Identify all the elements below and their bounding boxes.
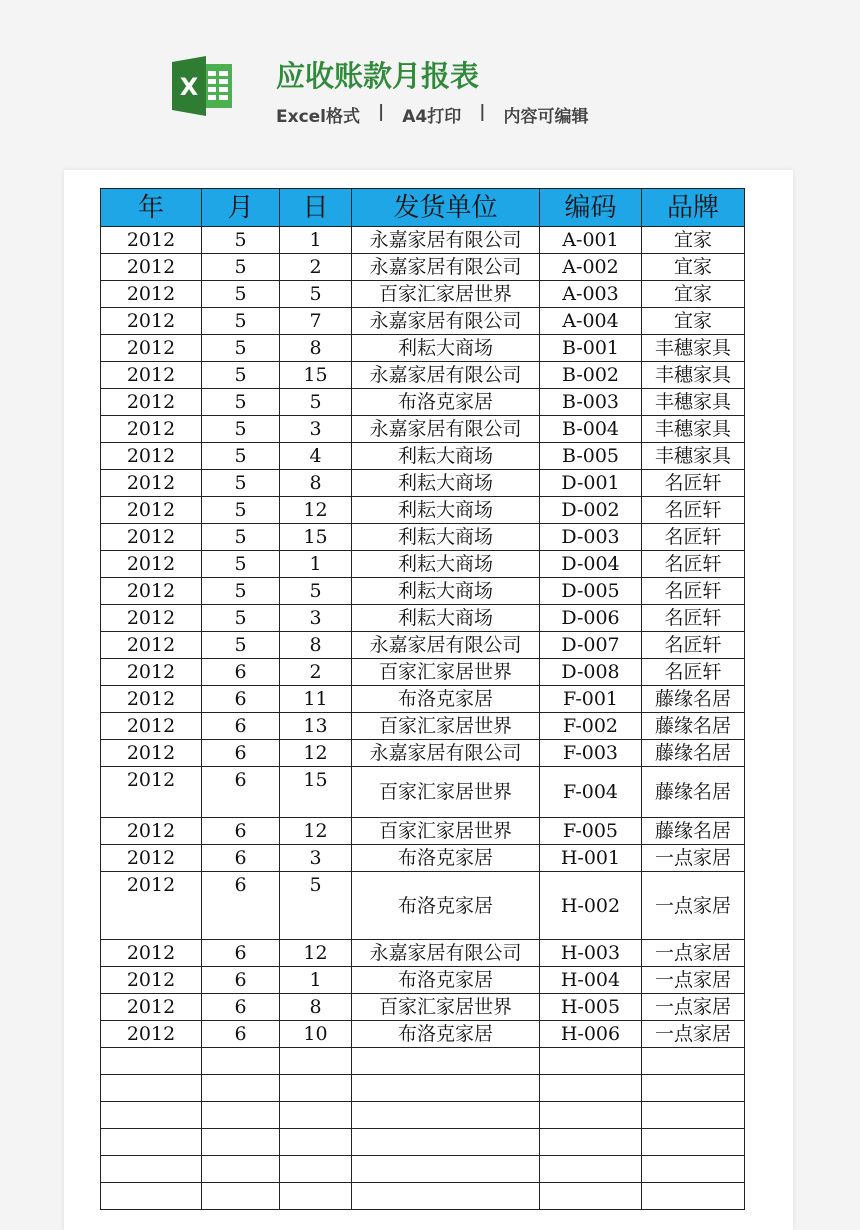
cell-code[interactable]: F-003 xyxy=(540,740,642,767)
table-row xyxy=(101,389,745,416)
cell-code[interactable]: D-007 xyxy=(540,632,642,659)
cell-day[interactable]: 15 xyxy=(280,524,352,551)
cell-shipper[interactable]: 永嘉家居有限公司 xyxy=(352,308,540,335)
cell-year[interactable]: 2012 xyxy=(101,872,202,940)
table-row xyxy=(101,967,745,994)
cell-day[interactable]: 12 xyxy=(280,740,352,767)
tag-editable: 内容可编辑 xyxy=(503,107,589,127)
cell-code[interactable]: B-004 xyxy=(540,416,642,443)
table-row xyxy=(101,551,745,578)
cell-year[interactable]: 2012 xyxy=(101,940,202,967)
tag-divider: | xyxy=(378,102,385,122)
cell-month[interactable]: 5 xyxy=(202,551,280,578)
cell-year[interactable]: 2012 xyxy=(101,227,202,254)
column-header-brand: 品牌 xyxy=(642,189,745,227)
empty-cell[interactable] xyxy=(280,1048,352,1075)
cell-brand[interactable]: 一点家居 xyxy=(642,994,745,1021)
table-row xyxy=(101,1021,745,1048)
cell-year[interactable]: 2012 xyxy=(101,845,202,872)
table-row xyxy=(101,443,745,470)
empty-row xyxy=(101,1156,745,1183)
cell-month[interactable]: 5 xyxy=(202,470,280,497)
cell-brand[interactable]: 丰穗家具 xyxy=(642,416,745,443)
cell-month[interactable]: 5 xyxy=(202,605,280,632)
cell-shipper[interactable]: 永嘉家居有限公司 xyxy=(352,362,540,389)
cell-month[interactable]: 6 xyxy=(202,686,280,713)
table-row xyxy=(101,335,745,362)
cell-day[interactable]: 8 xyxy=(280,470,352,497)
empty-cell[interactable] xyxy=(280,1075,352,1102)
cell-brand[interactable]: 丰穗家具 xyxy=(642,362,745,389)
cell-shipper[interactable]: 永嘉家居有限公司 xyxy=(352,254,540,281)
cell-day[interactable]: 2 xyxy=(280,254,352,281)
cell-shipper[interactable]: 百家汇家居世界 xyxy=(352,767,540,818)
cell-brand[interactable]: 名匠轩 xyxy=(642,551,745,578)
cell-day[interactable]: 15 xyxy=(280,362,352,389)
empty-row xyxy=(101,1075,745,1102)
cell-brand[interactable]: 名匠轩 xyxy=(642,632,745,659)
cell-brand[interactable]: 一点家居 xyxy=(642,940,745,967)
cell-shipper[interactable]: 利耘大商场 xyxy=(352,470,540,497)
empty-cell[interactable] xyxy=(540,1075,642,1102)
table-row xyxy=(101,994,745,1021)
cell-brand[interactable]: 一点家居 xyxy=(642,872,745,940)
cell-year[interactable]: 2012 xyxy=(101,335,202,362)
cell-day[interactable]: 7 xyxy=(280,308,352,335)
cell-shipper[interactable]: 利耘大商场 xyxy=(352,551,540,578)
cell-year[interactable]: 2012 xyxy=(101,713,202,740)
cell-brand[interactable]: 宜家 xyxy=(642,254,745,281)
table-row xyxy=(101,659,745,686)
cell-day[interactable]: 5 xyxy=(280,578,352,605)
cell-brand[interactable]: 宜家 xyxy=(642,227,745,254)
cell-day[interactable]: 5 xyxy=(280,281,352,308)
table-row xyxy=(101,308,745,335)
cell-day[interactable]: 1 xyxy=(280,227,352,254)
tag-format: Excel格式 xyxy=(276,107,361,127)
table-row xyxy=(101,254,745,281)
cell-day[interactable]: 3 xyxy=(280,605,352,632)
cell-day[interactable]: 12 xyxy=(280,497,352,524)
empty-cell[interactable] xyxy=(101,1102,202,1129)
cell-code[interactable]: F-002 xyxy=(540,713,642,740)
cell-day[interactable]: 13 xyxy=(280,713,352,740)
empty-cell[interactable] xyxy=(202,1183,280,1210)
cell-year[interactable]: 2012 xyxy=(101,578,202,605)
cell-month[interactable]: 6 xyxy=(202,994,280,1021)
empty-cell[interactable] xyxy=(202,1156,280,1183)
cell-year[interactable]: 2012 xyxy=(101,686,202,713)
receivables-table xyxy=(100,188,745,1210)
cell-month[interactable]: 6 xyxy=(202,818,280,845)
empty-cell[interactable] xyxy=(642,1129,745,1156)
cell-shipper[interactable]: 永嘉家居有限公司 xyxy=(352,632,540,659)
cell-month[interactable]: 5 xyxy=(202,335,280,362)
empty-cell[interactable] xyxy=(101,1048,202,1075)
table-row xyxy=(101,818,745,845)
tag-print: A4打印 xyxy=(402,107,462,127)
empty-cell[interactable] xyxy=(540,1102,642,1129)
cell-shipper[interactable]: 利耘大商场 xyxy=(352,443,540,470)
empty-cell[interactable] xyxy=(540,1048,642,1075)
cell-shipper[interactable]: 永嘉家居有限公司 xyxy=(352,416,540,443)
cell-day[interactable]: 5 xyxy=(280,389,352,416)
cell-shipper[interactable]: 布洛克家居 xyxy=(352,845,540,872)
cell-brand[interactable]: 藤缘名居 xyxy=(642,740,745,767)
cell-month[interactable]: 5 xyxy=(202,578,280,605)
cell-code[interactable]: D-006 xyxy=(540,605,642,632)
format-tags xyxy=(276,102,606,127)
cell-brand[interactable]: 名匠轩 xyxy=(642,605,745,632)
table-row xyxy=(101,578,745,605)
empty-cell[interactable] xyxy=(642,1102,745,1129)
table-row xyxy=(101,470,745,497)
cell-code[interactable]: F-001 xyxy=(540,686,642,713)
cell-day[interactable]: 15 xyxy=(280,767,352,818)
cell-code[interactable]: D-003 xyxy=(540,524,642,551)
cell-month[interactable]: 5 xyxy=(202,632,280,659)
cell-brand[interactable]: 名匠轩 xyxy=(642,578,745,605)
empty-row xyxy=(101,1102,745,1129)
cell-code[interactable]: H-003 xyxy=(540,940,642,967)
cell-shipper[interactable]: 布洛克家居 xyxy=(352,872,540,940)
cell-code[interactable]: D-005 xyxy=(540,578,642,605)
cell-code[interactable]: H-001 xyxy=(540,845,642,872)
cell-year[interactable]: 2012 xyxy=(101,497,202,524)
cell-brand[interactable]: 藤缘名居 xyxy=(642,818,745,845)
cell-brand[interactable]: 名匠轩 xyxy=(642,659,745,686)
cell-year[interactable]: 2012 xyxy=(101,994,202,1021)
empty-row xyxy=(101,1048,745,1075)
empty-cell[interactable] xyxy=(540,1183,642,1210)
cell-day[interactable]: 4 xyxy=(280,443,352,470)
cell-brand[interactable]: 宜家 xyxy=(642,281,745,308)
cell-year[interactable]: 2012 xyxy=(101,632,202,659)
cell-shipper[interactable]: 百家汇家居世界 xyxy=(352,994,540,1021)
column-header-year: 年 xyxy=(101,189,202,227)
empty-cell[interactable] xyxy=(540,1129,642,1156)
cell-shipper[interactable]: 布洛克家居 xyxy=(352,686,540,713)
column-header-month: 月 xyxy=(202,189,280,227)
cell-code[interactable]: A-004 xyxy=(540,308,642,335)
cell-year[interactable]: 2012 xyxy=(101,308,202,335)
cell-year[interactable]: 2012 xyxy=(101,605,202,632)
table-row xyxy=(101,524,745,551)
cell-shipper[interactable]: 利耘大商场 xyxy=(352,335,540,362)
column-header-day: 日 xyxy=(280,189,352,227)
excel-logo-icon xyxy=(172,56,234,116)
empty-cell[interactable] xyxy=(280,1129,352,1156)
empty-cell[interactable] xyxy=(642,1156,745,1183)
table-row xyxy=(101,872,745,940)
cell-year[interactable]: 2012 xyxy=(101,740,202,767)
cell-day[interactable]: 3 xyxy=(280,416,352,443)
cell-code[interactable]: H-006 xyxy=(540,1021,642,1048)
cell-shipper[interactable]: 百家汇家居世界 xyxy=(352,281,540,308)
cell-code[interactable]: A-003 xyxy=(540,281,642,308)
empty-cell[interactable] xyxy=(202,1075,280,1102)
cell-code[interactable]: B-005 xyxy=(540,443,642,470)
cell-shipper[interactable]: 利耘大商场 xyxy=(352,578,540,605)
cell-day[interactable]: 11 xyxy=(280,686,352,713)
cell-shipper[interactable]: 百家汇家居世界 xyxy=(352,818,540,845)
cell-month[interactable]: 5 xyxy=(202,443,280,470)
cell-year[interactable]: 2012 xyxy=(101,1021,202,1048)
empty-cell[interactable] xyxy=(352,1048,540,1075)
column-header-shipper: 发货单位 xyxy=(352,189,540,227)
cell-brand[interactable]: 名匠轩 xyxy=(642,470,745,497)
empty-row xyxy=(101,1183,745,1210)
cell-code[interactable]: A-001 xyxy=(540,227,642,254)
cell-code[interactable]: D-008 xyxy=(540,659,642,686)
cell-year[interactable]: 2012 xyxy=(101,254,202,281)
cell-month[interactable]: 5 xyxy=(202,416,280,443)
cell-brand[interactable]: 藤缘名居 xyxy=(642,767,745,818)
cell-year[interactable]: 2012 xyxy=(101,818,202,845)
table-row xyxy=(101,767,745,818)
cell-year[interactable]: 2012 xyxy=(101,281,202,308)
cell-year[interactable]: 2012 xyxy=(101,443,202,470)
cell-month[interactable]: 5 xyxy=(202,524,280,551)
cell-year[interactable]: 2012 xyxy=(101,362,202,389)
cell-day[interactable]: 5 xyxy=(280,872,352,940)
empty-cell[interactable] xyxy=(202,1048,280,1075)
cell-code[interactable]: A-002 xyxy=(540,254,642,281)
cell-code[interactable]: H-002 xyxy=(540,872,642,940)
cell-month[interactable]: 6 xyxy=(202,713,280,740)
empty-cell[interactable] xyxy=(642,1183,745,1210)
empty-cell[interactable] xyxy=(352,1075,540,1102)
cell-day[interactable]: 1 xyxy=(280,551,352,578)
cell-shipper[interactable]: 利耘大商场 xyxy=(352,524,540,551)
cell-day[interactable]: 12 xyxy=(280,818,352,845)
cell-month[interactable]: 6 xyxy=(202,740,280,767)
empty-cell[interactable] xyxy=(101,1156,202,1183)
cell-year[interactable]: 2012 xyxy=(101,967,202,994)
cell-month[interactable]: 5 xyxy=(202,389,280,416)
cell-day[interactable]: 10 xyxy=(280,1021,352,1048)
empty-cell[interactable] xyxy=(101,1075,202,1102)
cell-day[interactable]: 8 xyxy=(280,632,352,659)
empty-cell[interactable] xyxy=(540,1156,642,1183)
cell-month[interactable]: 6 xyxy=(202,845,280,872)
cell-year[interactable]: 2012 xyxy=(101,470,202,497)
empty-cell[interactable] xyxy=(101,1129,202,1156)
cell-code[interactable]: B-003 xyxy=(540,389,642,416)
cell-shipper[interactable]: 利耘大商场 xyxy=(352,497,540,524)
cell-year[interactable]: 2012 xyxy=(101,389,202,416)
cell-brand[interactable]: 藤缘名居 xyxy=(642,686,745,713)
cell-code[interactable]: D-004 xyxy=(540,551,642,578)
cell-month[interactable]: 5 xyxy=(202,227,280,254)
cell-year[interactable]: 2012 xyxy=(101,524,202,551)
cell-shipper[interactable]: 永嘉家居有限公司 xyxy=(352,940,540,967)
table-row xyxy=(101,605,745,632)
empty-cell[interactable] xyxy=(202,1129,280,1156)
cell-day[interactable]: 3 xyxy=(280,845,352,872)
cell-day[interactable]: 12 xyxy=(280,940,352,967)
cell-brand[interactable]: 藤缘名居 xyxy=(642,713,745,740)
table-row xyxy=(101,686,745,713)
page-title: 应收账款月报表 xyxy=(276,59,480,93)
cell-brand[interactable]: 丰穗家具 xyxy=(642,443,745,470)
cell-code[interactable]: B-001 xyxy=(540,335,642,362)
cell-day[interactable]: 8 xyxy=(280,994,352,1021)
cell-code[interactable]: F-004 xyxy=(540,767,642,818)
empty-row xyxy=(101,1129,745,1156)
empty-cell[interactable] xyxy=(352,1102,540,1129)
table-row xyxy=(101,497,745,524)
table-row xyxy=(101,940,745,967)
empty-cell[interactable] xyxy=(352,1183,540,1210)
cell-year[interactable]: 2012 xyxy=(101,659,202,686)
cell-month[interactable]: 6 xyxy=(202,967,280,994)
column-header-code: 编码 xyxy=(540,189,642,227)
cell-code[interactable]: D-001 xyxy=(540,470,642,497)
table-row xyxy=(101,227,745,254)
empty-cell[interactable] xyxy=(352,1129,540,1156)
cell-month[interactable]: 6 xyxy=(202,872,280,940)
cell-month[interactable]: 5 xyxy=(202,281,280,308)
cell-code[interactable]: D-002 xyxy=(540,497,642,524)
cell-year[interactable]: 2012 xyxy=(101,551,202,578)
cell-shipper[interactable]: 百家汇家居世界 xyxy=(352,659,540,686)
cell-month[interactable]: 6 xyxy=(202,1021,280,1048)
empty-cell[interactable] xyxy=(202,1102,280,1129)
table-row xyxy=(101,362,745,389)
cell-code[interactable]: H-005 xyxy=(540,994,642,1021)
cell-shipper[interactable]: 永嘉家居有限公司 xyxy=(352,740,540,767)
cell-brand[interactable]: 丰穗家具 xyxy=(642,335,745,362)
cell-year[interactable]: 2012 xyxy=(101,767,202,818)
table-row xyxy=(101,713,745,740)
cell-shipper[interactable]: 布洛克家居 xyxy=(352,1021,540,1048)
cell-day[interactable]: 8 xyxy=(280,335,352,362)
cell-month[interactable]: 6 xyxy=(202,659,280,686)
cell-day[interactable]: 1 xyxy=(280,967,352,994)
cell-brand[interactable]: 一点家居 xyxy=(642,845,745,872)
table-row xyxy=(101,416,745,443)
svg-text:X: X xyxy=(179,73,199,101)
empty-cell[interactable] xyxy=(280,1156,352,1183)
cell-brand[interactable]: 丰穗家具 xyxy=(642,389,745,416)
empty-cell[interactable] xyxy=(101,1183,202,1210)
cell-month[interactable]: 6 xyxy=(202,767,280,818)
table-row xyxy=(101,281,745,308)
cell-month[interactable]: 5 xyxy=(202,362,280,389)
cell-shipper[interactable]: 永嘉家居有限公司 xyxy=(352,227,540,254)
table-row xyxy=(101,845,745,872)
cell-brand[interactable]: 一点家居 xyxy=(642,967,745,994)
cell-code[interactable]: F-005 xyxy=(540,818,642,845)
cell-brand[interactable]: 一点家居 xyxy=(642,1021,745,1048)
table-row xyxy=(101,740,745,767)
cell-shipper[interactable]: 百家汇家居世界 xyxy=(352,713,540,740)
cell-month[interactable]: 5 xyxy=(202,497,280,524)
cell-code[interactable]: H-004 xyxy=(540,967,642,994)
cell-month[interactable]: 6 xyxy=(202,940,280,967)
empty-cell[interactable] xyxy=(352,1156,540,1183)
cell-code[interactable]: B-002 xyxy=(540,362,642,389)
cell-shipper[interactable]: 利耘大商场 xyxy=(352,605,540,632)
empty-cell[interactable] xyxy=(280,1102,352,1129)
cell-month[interactable]: 5 xyxy=(202,254,280,281)
table-row xyxy=(101,632,745,659)
cell-brand[interactable]: 名匠轩 xyxy=(642,524,745,551)
cell-shipper[interactable]: 布洛克家居 xyxy=(352,389,540,416)
empty-cell[interactable] xyxy=(642,1048,745,1075)
cell-shipper[interactable]: 布洛克家居 xyxy=(352,967,540,994)
cell-day[interactable]: 2 xyxy=(280,659,352,686)
tag-divider: | xyxy=(479,102,486,122)
empty-cell[interactable] xyxy=(280,1183,352,1210)
empty-cell[interactable] xyxy=(642,1075,745,1102)
cell-brand[interactable]: 宜家 xyxy=(642,308,745,335)
cell-year[interactable]: 2012 xyxy=(101,416,202,443)
cell-brand[interactable]: 名匠轩 xyxy=(642,497,745,524)
cell-month[interactable]: 5 xyxy=(202,308,280,335)
